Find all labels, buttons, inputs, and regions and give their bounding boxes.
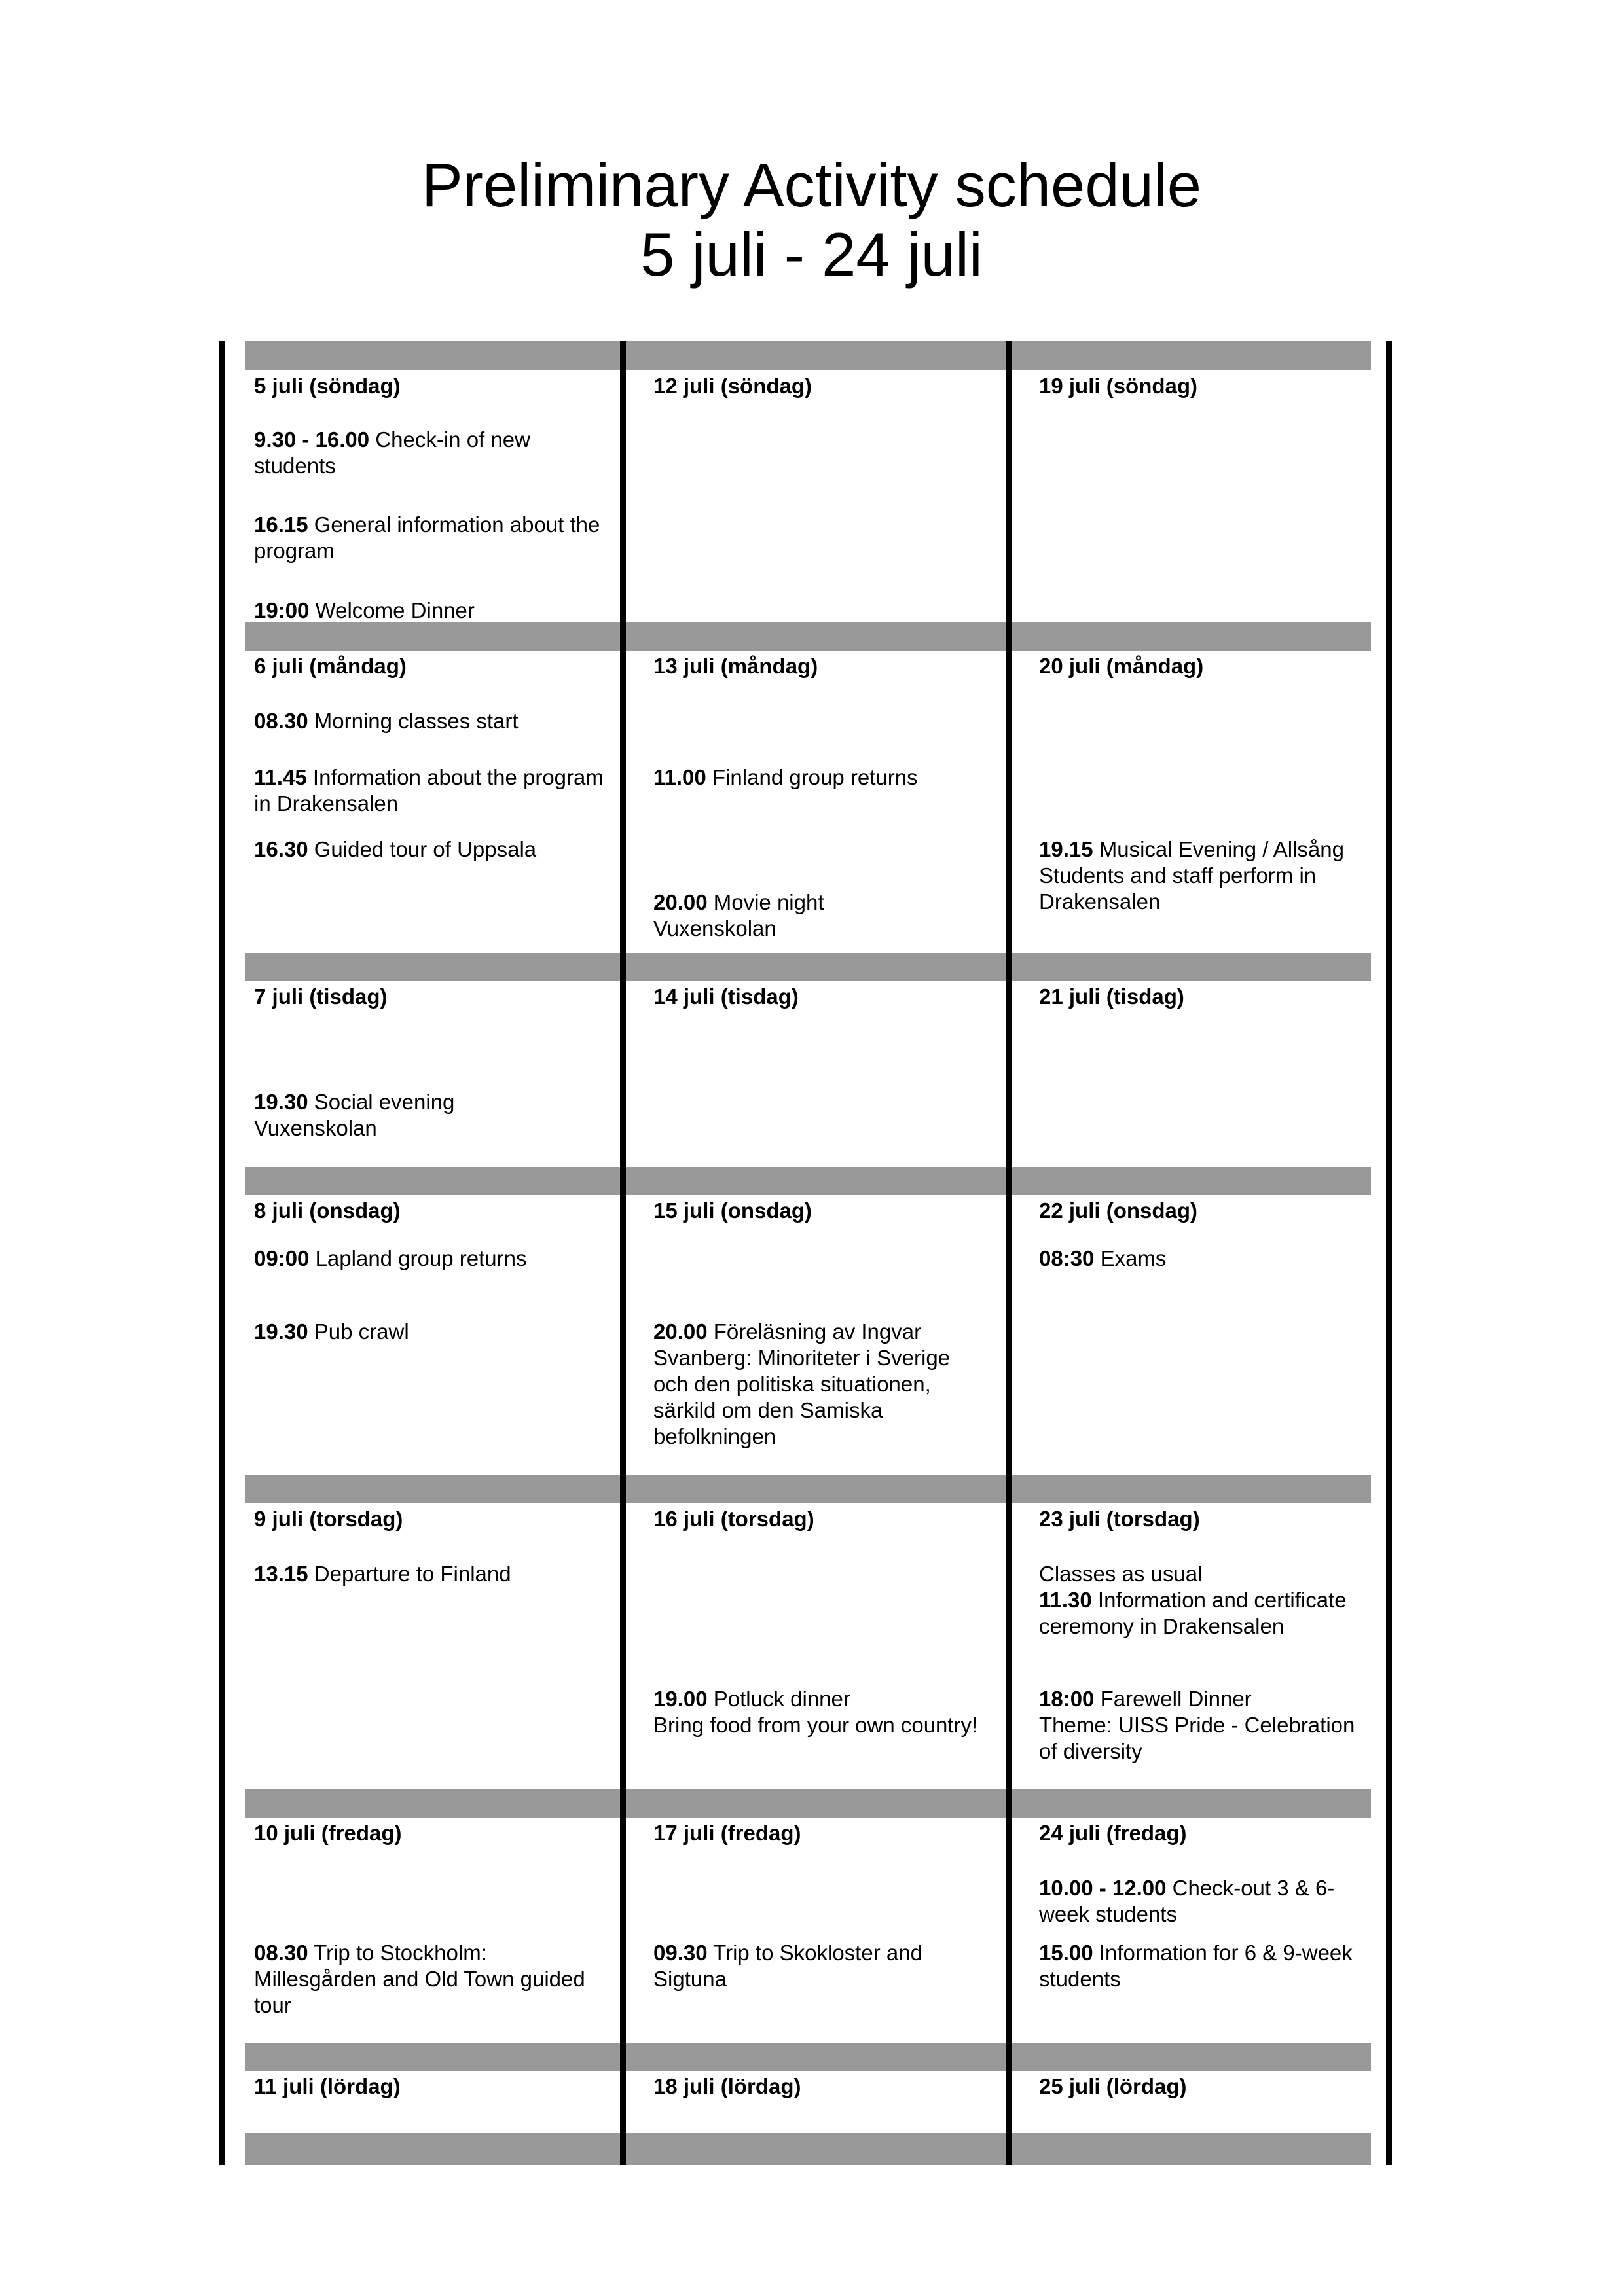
column-divider-1 bbox=[620, 341, 626, 2165]
schedule-entry bbox=[254, 708, 608, 734]
entry-time: 19.15 bbox=[1039, 837, 1093, 861]
day-date: 9 juli (torsdag) bbox=[254, 1507, 403, 1531]
entry-time: 08:30 bbox=[1039, 1246, 1095, 1270]
entry-time: 13.15 bbox=[254, 1562, 308, 1586]
entry-time: 11.30 bbox=[1039, 1588, 1092, 1612]
entry-text: Farewell Dinner Theme: UISS Pride - Celebration of diversity bbox=[1039, 1687, 1355, 1763]
schedule-entry bbox=[1039, 1561, 1370, 1640]
schedule-entry bbox=[254, 836, 608, 863]
entry-text: Trip to Stockholm: Millesgården and Old Town guided tour bbox=[254, 1941, 585, 2017]
entry-text: Information about the program in Drakensalen bbox=[254, 765, 604, 816]
schedule-entry bbox=[254, 764, 608, 817]
entry-text: Check-in of new students bbox=[254, 427, 530, 478]
day-date: 14 juli (tisdag) bbox=[653, 984, 799, 1009]
entry-time: 08.30 bbox=[254, 1941, 308, 1965]
page-title: Preliminary Activity schedule bbox=[421, 151, 1202, 219]
date-range-subtitle: 5 juli - 24 juli bbox=[640, 220, 983, 289]
entry-text: Movie night Vuxenskolan bbox=[653, 890, 824, 941]
entry-time: 11.00 bbox=[653, 765, 706, 789]
day-date: 20 juli (måndag) bbox=[1039, 654, 1204, 678]
schedule-entry bbox=[1039, 836, 1370, 915]
entry-time: 09.30 bbox=[653, 1941, 708, 1965]
entry-time: 9.30 - 16.00 bbox=[254, 427, 370, 452]
day-date: 15 juli (onsdag) bbox=[653, 1198, 812, 1223]
entry-time: 19.30 bbox=[254, 1090, 308, 1114]
entry-text: Check-out 3 & 6-week students bbox=[1039, 1876, 1335, 1926]
day-date: 24 juli (fredag) bbox=[1039, 1821, 1187, 1845]
entry-text: Exams bbox=[1094, 1246, 1167, 1270]
schedule-entry bbox=[653, 764, 987, 791]
entry-time: 09:00 bbox=[254, 1246, 310, 1270]
entry-time: 19:00 bbox=[254, 598, 310, 622]
entry-time: 19.30 bbox=[254, 1319, 308, 1344]
day-date: 21 juli (tisdag) bbox=[1039, 984, 1184, 1009]
table-border-left bbox=[219, 341, 225, 2165]
row-separator-band bbox=[245, 341, 1371, 370]
day-date: 8 juli (onsdag) bbox=[254, 1198, 401, 1223]
entry-time: 11.45 bbox=[254, 765, 307, 789]
entry-text: Information and certificate ceremony in Drakensalen bbox=[1039, 1588, 1347, 1638]
entry-text: Finland group returns bbox=[706, 765, 918, 789]
day-date: 23 juli (torsdag) bbox=[1039, 1507, 1200, 1531]
entry-text: Pub crawl bbox=[308, 1319, 409, 1344]
entry-text: Welcome Dinner bbox=[309, 598, 475, 622]
row-separator-band bbox=[245, 2043, 1371, 2071]
schedule-entry bbox=[254, 427, 608, 479]
day-date: 18 juli (lördag) bbox=[653, 2074, 801, 2098]
entry-time: 16.30 bbox=[254, 837, 308, 861]
row-separator-band bbox=[245, 2133, 1371, 2165]
entry-time: 10.00 - 12.00 bbox=[1039, 1876, 1167, 1900]
schedule-entry bbox=[254, 1089, 608, 1141]
entry-time: 20.00 bbox=[653, 890, 708, 914]
entry-text: Lapland group returns bbox=[309, 1246, 527, 1270]
day-date: 12 juli (söndag) bbox=[653, 374, 812, 398]
schedule-entry bbox=[254, 1940, 608, 2018]
day-date: 5 juli (söndag) bbox=[254, 374, 401, 398]
day-date: 11 juli (lördag) bbox=[254, 2074, 401, 2098]
entry-time: 20.00 bbox=[653, 1319, 708, 1344]
schedule-entry bbox=[1039, 1875, 1370, 1928]
entry-text: Potluck dinner Bring food from your own country! bbox=[653, 1687, 978, 1737]
row-separator-band bbox=[245, 1167, 1371, 1195]
schedule-entry bbox=[254, 1319, 608, 1345]
entry-time: 18:00 bbox=[1039, 1687, 1095, 1711]
entry-text: Social evening Vuxenskolan bbox=[254, 1090, 455, 1140]
entry-time: 16.15 bbox=[254, 512, 308, 537]
schedule-entry bbox=[653, 1940, 987, 1992]
schedule-entry bbox=[254, 1561, 608, 1587]
day-date: 13 juli (måndag) bbox=[653, 654, 818, 678]
column-divider-2 bbox=[1006, 341, 1012, 2165]
day-date: 25 juli (lördag) bbox=[1039, 2074, 1187, 2098]
entry-time: 08.30 bbox=[254, 709, 308, 733]
row-separator-band bbox=[245, 622, 1371, 651]
entry-text: Musical Evening / Allsång Students and staff perform in Drakensalen bbox=[1039, 837, 1344, 914]
row-separator-band bbox=[245, 1475, 1371, 1503]
day-date: 7 juli (tisdag) bbox=[254, 984, 388, 1009]
schedule-entry bbox=[254, 1246, 608, 1272]
entry-text: Trip to Skokloster and Sigtuna bbox=[653, 1941, 922, 1991]
entry-time: 15.00 bbox=[1039, 1941, 1093, 1965]
schedule-entry bbox=[1039, 1246, 1370, 1272]
day-date: 10 juli (fredag) bbox=[254, 1821, 402, 1845]
row-separator-band bbox=[245, 953, 1371, 981]
entry-text: Guided tour of Uppsala bbox=[308, 837, 537, 861]
day-date: 16 juli (torsdag) bbox=[653, 1507, 814, 1531]
row-separator-band bbox=[245, 1789, 1371, 1818]
entry-text: Departure to Finland bbox=[308, 1562, 511, 1586]
entry-time: 19.00 bbox=[653, 1687, 708, 1711]
day-date: 22 juli (onsdag) bbox=[1039, 1198, 1198, 1223]
schedule-entry bbox=[653, 1686, 987, 1738]
schedule-entry bbox=[1039, 1686, 1370, 1765]
entry-text: Föreläsning av Ingvar Svanberg: Minoriteter i Sverige och den politiska situationen, särkild om den Samiska befolkningen bbox=[653, 1319, 951, 1448]
table-border-right bbox=[1386, 341, 1392, 2165]
entry-text: Information for 6 & 9-week students bbox=[1039, 1941, 1353, 1991]
entry-text: Morning classes start bbox=[308, 709, 519, 733]
schedule-entry bbox=[653, 889, 987, 942]
schedule-entry bbox=[653, 1319, 987, 1450]
schedule-entry bbox=[254, 598, 608, 624]
entry-note: Classes as usual bbox=[1039, 1562, 1203, 1586]
day-date: 17 juli (fredag) bbox=[653, 1821, 801, 1845]
day-date: 19 juli (söndag) bbox=[1039, 374, 1198, 398]
schedule-entry bbox=[254, 512, 608, 564]
entry-text: General information about the program bbox=[254, 512, 600, 563]
schedule-entry bbox=[1039, 1940, 1370, 1992]
day-date: 6 juli (måndag) bbox=[254, 654, 407, 678]
